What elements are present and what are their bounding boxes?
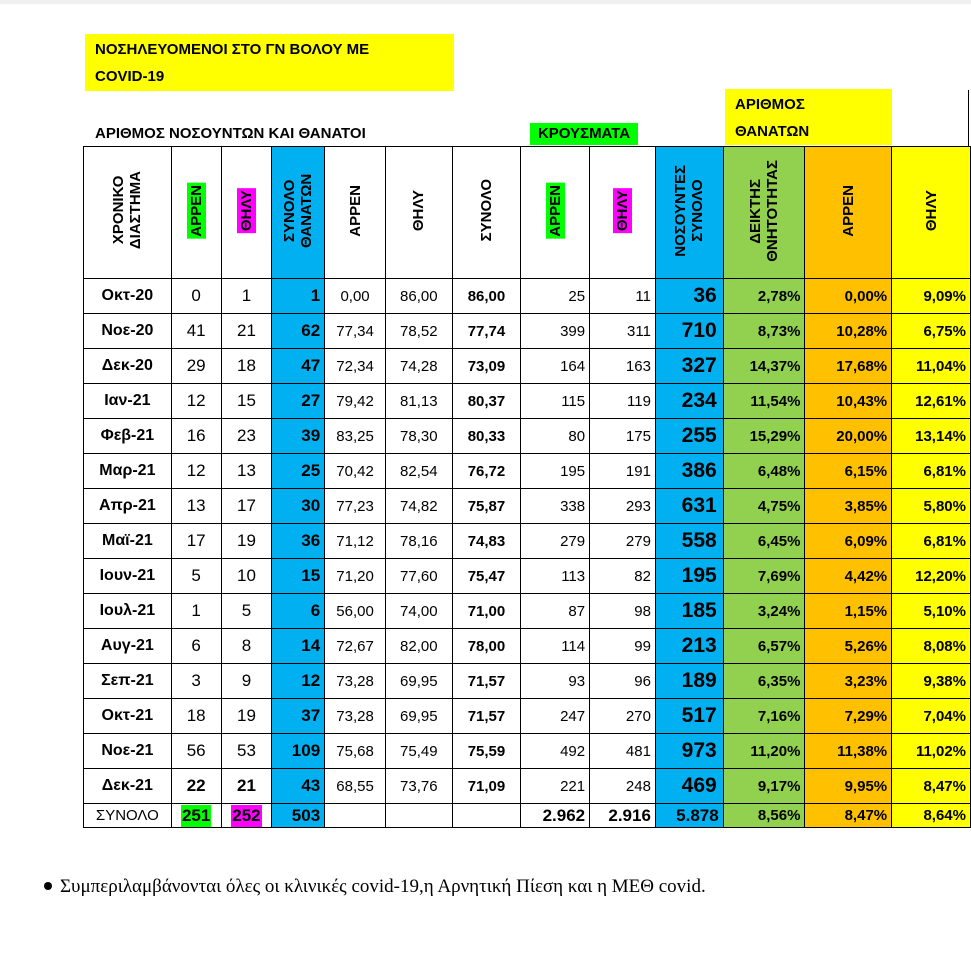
cell-female: 19 (221, 524, 272, 559)
cell-age-female: 74,00 (385, 594, 452, 629)
cell-mortality: 3,24% (723, 594, 805, 629)
total-row (84, 804, 971, 828)
cell-male: 3 (171, 664, 221, 699)
cell-mortality-male: 1,15% (805, 594, 892, 629)
cell-cases-male: 492 (521, 734, 590, 769)
deaths-header-line-2: ΘΑΝΑΤΩΝ (735, 123, 810, 140)
cell-age-female: 69,95 (385, 664, 452, 699)
cell-age-female: 74,28 (385, 349, 452, 384)
cell-deaths-total: 25 (272, 454, 325, 489)
total-label: ΣΥΝΟΛΟ (84, 804, 172, 828)
cell-age-total: 75,59 (452, 734, 521, 769)
cell-female: 18 (221, 349, 272, 384)
cell-age-male: 77,34 (325, 314, 386, 349)
cell-mortality-male: 5,26% (805, 629, 892, 664)
cell-mortality-male: 6,09% (805, 524, 892, 559)
cell-age-female: 74,82 (385, 489, 452, 524)
cell-age-female: 78,16 (385, 524, 452, 559)
cell-male: 29 (171, 349, 221, 384)
table-row (84, 489, 971, 524)
cell-mortality-female: 6,75% (892, 314, 971, 349)
total-deaths: 503 (272, 804, 325, 828)
cell-cases-female: 481 (590, 734, 656, 769)
cell-period: Μαϊ-21 (84, 524, 172, 559)
cell-cases-female: 270 (590, 699, 656, 734)
cell-age-male: 71,20 (325, 559, 386, 594)
cell-cases-female: 191 (590, 454, 656, 489)
cell-mortality: 6,35% (723, 664, 805, 699)
header-male: ΑΡΡΕΝ (171, 147, 221, 279)
cell-age-total: 76,72 (452, 454, 521, 489)
cell-mortality-male: 10,43% (805, 384, 892, 419)
cell-age-female: 78,52 (385, 314, 452, 349)
cell-age-male: 70,42 (325, 454, 386, 489)
table-row (84, 419, 971, 454)
cell-mortality-female: 13,14% (892, 419, 971, 454)
footnote-text: Συμπεριλαμβάνονται όλες οι κλινικές covid-19,η Αρνητική Πίεση και η ΜΕΘ covid. (60, 876, 706, 897)
cell-deaths-total: 109 (272, 734, 325, 769)
table-row (84, 384, 971, 419)
cell-mortality-female: 12,20% (892, 559, 971, 594)
cell-age-total: 78,00 (452, 629, 521, 664)
cell-cases-male: 164 (521, 349, 590, 384)
cell-patients-total: 386 (655, 454, 723, 489)
table-row (84, 314, 971, 349)
cell-period: Οκτ-21 (84, 699, 172, 734)
cell-mortality: 11,54% (723, 384, 805, 419)
cell-deaths-total: 39 (272, 419, 325, 454)
cell-female: 19 (221, 699, 272, 734)
cell-cases-male: 247 (521, 699, 590, 734)
cell-male: 17 (171, 524, 221, 559)
header-period: ΧΡΟΝΙΚΟ ΔΙΑΣΤΗΜΑ (84, 147, 172, 279)
total-age-male (325, 804, 386, 828)
cell-mortality-male: 0,00% (805, 279, 892, 314)
cell-period: Απρ-21 (84, 489, 172, 524)
cell-mortality: 7,69% (723, 559, 805, 594)
patients-section-header: ΑΡΙΘΜΟΣ ΝΟΣΟΥΝΤΩΝ ΚΑΙ ΘΑΝΑΤΟΙ (95, 125, 366, 142)
cell-male: 41 (171, 314, 221, 349)
cell-cases-male: 338 (521, 489, 590, 524)
cell-age-female: 82,00 (385, 629, 452, 664)
cell-cases-male: 93 (521, 664, 590, 699)
cell-deaths-total: 27 (272, 384, 325, 419)
cell-male: 12 (171, 454, 221, 489)
cell-deaths-total: 14 (272, 629, 325, 664)
cell-age-total: 75,87 (452, 489, 521, 524)
cell-age-male: 73,28 (325, 664, 386, 699)
cell-mortality-male: 17,68% (805, 349, 892, 384)
bullet-icon (44, 882, 52, 890)
deaths-section-header (725, 89, 892, 145)
cell-male: 12 (171, 384, 221, 419)
cell-male: 56 (171, 734, 221, 769)
cell-female: 15 (221, 384, 272, 419)
cell-age-total: 73,09 (452, 349, 521, 384)
cell-age-total: 80,33 (452, 419, 521, 454)
footnote (44, 876, 706, 898)
cell-mortality: 6,48% (723, 454, 805, 489)
cell-mortality-female: 12,61% (892, 384, 971, 419)
cell-age-female: 82,54 (385, 454, 452, 489)
cell-patients-total: 327 (655, 349, 723, 384)
cell-female: 1 (221, 279, 272, 314)
cell-mortality-female: 6,81% (892, 524, 971, 559)
cell-mortality-male: 4,42% (805, 559, 892, 594)
cell-cases-male: 80 (521, 419, 590, 454)
cell-mortality-male: 20,00% (805, 419, 892, 454)
cell-male: 1 (171, 594, 221, 629)
report-title (85, 34, 454, 91)
cell-age-total: 71,00 (452, 594, 521, 629)
cell-mortality-female: 9,38% (892, 664, 971, 699)
cell-cases-female: 82 (590, 559, 656, 594)
cell-cases-female: 175 (590, 419, 656, 454)
cell-age-male: 72,34 (325, 349, 386, 384)
cell-cases-female: 248 (590, 769, 656, 804)
cell-cases-male: 113 (521, 559, 590, 594)
cell-age-male: 73,28 (325, 699, 386, 734)
cell-mortality: 2,78% (723, 279, 805, 314)
cell-female: 21 (221, 769, 272, 804)
cell-age-total: 71,57 (452, 664, 521, 699)
header-age-total: ΣΥΝΟΛΟ (452, 147, 521, 279)
cell-age-male: 56,00 (325, 594, 386, 629)
cell-patients-total: 234 (655, 384, 723, 419)
total-mortality: 8,56% (723, 804, 805, 828)
header-female: ΘΗΛΥ (221, 147, 272, 279)
cell-male: 18 (171, 699, 221, 734)
cell-age-male: 77,23 (325, 489, 386, 524)
cell-period: Φεβ-21 (84, 419, 172, 454)
table-row (84, 594, 971, 629)
header-cases-female: ΘΗΛΥ (590, 147, 656, 279)
cell-age-female: 75,49 (385, 734, 452, 769)
cell-patients-total: 36 (655, 279, 723, 314)
cell-age-female: 81,13 (385, 384, 452, 419)
cell-mortality: 6,45% (723, 524, 805, 559)
cell-period: Δεκ-21 (84, 769, 172, 804)
cell-mortality-male: 7,29% (805, 699, 892, 734)
cell-mortality-female: 7,04% (892, 699, 971, 734)
cell-patients-total: 189 (655, 664, 723, 699)
cell-age-total: 71,09 (452, 769, 521, 804)
table-row (84, 664, 971, 699)
cell-mortality-female: 5,80% (892, 489, 971, 524)
cell-mortality-male: 9,95% (805, 769, 892, 804)
cell-age-total: 80,37 (452, 384, 521, 419)
cell-age-male: 0,00 (325, 279, 386, 314)
header-cases-male: ΑΡΡΕΝ (521, 147, 590, 279)
cell-period: Μαρ-21 (84, 454, 172, 489)
cell-mortality-female: 11,02% (892, 734, 971, 769)
cell-patients-total: 213 (655, 629, 723, 664)
cell-deaths-total: 30 (272, 489, 325, 524)
cell-cases-female: 279 (590, 524, 656, 559)
cell-age-total: 77,74 (452, 314, 521, 349)
cell-cases-female: 98 (590, 594, 656, 629)
table-row (84, 699, 971, 734)
cell-female: 8 (221, 629, 272, 664)
cell-deaths-total: 6 (272, 594, 325, 629)
cell-age-female: 73,76 (385, 769, 452, 804)
cell-period: Νοε-21 (84, 734, 172, 769)
cell-female: 10 (221, 559, 272, 594)
cell-female: 5 (221, 594, 272, 629)
cell-cases-male: 25 (521, 279, 590, 314)
cases-section-header: ΚΡΟΥΣΜΑΤΑ (530, 123, 638, 145)
table-row (84, 629, 971, 664)
cell-period: Ιαν-21 (84, 384, 172, 419)
cell-male: 5 (171, 559, 221, 594)
covid-data-table (83, 146, 971, 828)
title-line-1: ΝΟΣΗΛΕΥΟΜΕΝΟΙ ΣΤΟ ΓΝ ΒΟΛΟΥ ΜΕ (95, 41, 370, 58)
table-row (84, 279, 971, 314)
cell-mortality: 8,73% (723, 314, 805, 349)
total-mortality-male: 8,47% (805, 804, 892, 828)
header-deaths-total: ΣΥΝΟΛΟ ΘΑΝΑΤΩΝ (272, 147, 325, 279)
top-border (0, 0, 971, 4)
cell-cases-female: 311 (590, 314, 656, 349)
cell-male: 22 (171, 769, 221, 804)
cell-mortality-female: 6,81% (892, 454, 971, 489)
total-female: 252 (221, 804, 272, 828)
cell-cases-female: 99 (590, 629, 656, 664)
cell-female: 13 (221, 454, 272, 489)
cell-mortality-male: 11,38% (805, 734, 892, 769)
cell-period: Νοε-20 (84, 314, 172, 349)
cell-cases-female: 96 (590, 664, 656, 699)
header-age-female: ΘΗΛΥ (385, 147, 452, 279)
cell-mortality: 7,16% (723, 699, 805, 734)
cell-mortality-male: 6,15% (805, 454, 892, 489)
cell-male: 0 (171, 279, 221, 314)
border-fragment (968, 90, 969, 146)
header-mortality: ΔΕΙΚΤΗΣ ΘΝΗΤΟΤΗΤΑΣ (723, 147, 805, 279)
cell-cases-male: 399 (521, 314, 590, 349)
cell-period: Αυγ-21 (84, 629, 172, 664)
cell-cases-female: 11 (590, 279, 656, 314)
cell-period: Οκτ-20 (84, 279, 172, 314)
cell-patients-total: 195 (655, 559, 723, 594)
total-mortality-female: 8,64% (892, 804, 971, 828)
header-age-male: ΑΡΡΕΝ (325, 147, 386, 279)
cell-age-male: 75,68 (325, 734, 386, 769)
cell-cases-female: 119 (590, 384, 656, 419)
cell-cases-male: 87 (521, 594, 590, 629)
table-row (84, 559, 971, 594)
cell-patients-total: 973 (655, 734, 723, 769)
title-line-2: COVID-19 (95, 68, 165, 85)
cell-mortality: 9,17% (723, 769, 805, 804)
table-row (84, 454, 971, 489)
cell-cases-male: 221 (521, 769, 590, 804)
cell-age-male: 68,55 (325, 769, 386, 804)
cell-female: 53 (221, 734, 272, 769)
cell-mortality-female: 8,47% (892, 769, 971, 804)
cell-age-total: 71,57 (452, 699, 521, 734)
cell-patients-total: 558 (655, 524, 723, 559)
table-row (84, 769, 971, 804)
cell-male: 6 (171, 629, 221, 664)
cell-female: 17 (221, 489, 272, 524)
cell-patients-total: 631 (655, 489, 723, 524)
cell-mortality-female: 8,08% (892, 629, 971, 664)
cell-mortality-male: 10,28% (805, 314, 892, 349)
cell-age-female: 86,00 (385, 279, 452, 314)
cell-patients-total: 469 (655, 769, 723, 804)
cell-mortality-female: 9,09% (892, 279, 971, 314)
total-patients: 5.878 (655, 804, 723, 828)
deaths-header-line-1: ΑΡΙΘΜΟΣ (735, 96, 805, 113)
cell-mortality: 6,57% (723, 629, 805, 664)
cell-age-total: 86,00 (452, 279, 521, 314)
cell-period: Ιουν-21 (84, 559, 172, 594)
cell-mortality: 15,29% (723, 419, 805, 454)
cell-patients-total: 517 (655, 699, 723, 734)
cell-deaths-total: 12 (272, 664, 325, 699)
cell-mortality-male: 3,85% (805, 489, 892, 524)
table-row (84, 349, 971, 384)
cell-period: Δεκ-20 (84, 349, 172, 384)
cell-mortality-male: 3,23% (805, 664, 892, 699)
cell-mortality-female: 11,04% (892, 349, 971, 384)
table-row (84, 524, 971, 559)
cell-patients-total: 255 (655, 419, 723, 454)
cell-female: 23 (221, 419, 272, 454)
cell-female: 21 (221, 314, 272, 349)
header-patients-total: ΝΟΣΟΥΝΤΕΣ ΣΥΝΟΛΟ (655, 147, 723, 279)
cell-mortality-female: 5,10% (892, 594, 971, 629)
cell-male: 13 (171, 489, 221, 524)
cell-mortality: 4,75% (723, 489, 805, 524)
cell-age-male: 71,12 (325, 524, 386, 559)
cell-deaths-total: 43 (272, 769, 325, 804)
cell-age-male: 79,42 (325, 384, 386, 419)
cell-deaths-total: 47 (272, 349, 325, 384)
total-cases-male: 2.962 (521, 804, 590, 828)
cell-deaths-total: 37 (272, 699, 325, 734)
cell-age-total: 75,47 (452, 559, 521, 594)
header-mortality-male: ΑΡΡΕΝ (805, 147, 892, 279)
cell-patients-total: 185 (655, 594, 723, 629)
cell-cases-male: 195 (521, 454, 590, 489)
total-age-female (385, 804, 452, 828)
total-cases-female: 2.916 (590, 804, 656, 828)
cell-age-female: 78,30 (385, 419, 452, 454)
cell-deaths-total: 15 (272, 559, 325, 594)
cell-age-male: 72,67 (325, 629, 386, 664)
cell-deaths-total: 62 (272, 314, 325, 349)
cell-cases-female: 293 (590, 489, 656, 524)
cell-female: 9 (221, 664, 272, 699)
cell-deaths-total: 36 (272, 524, 325, 559)
cell-age-male: 83,25 (325, 419, 386, 454)
cell-cases-male: 279 (521, 524, 590, 559)
cell-mortality: 11,20% (723, 734, 805, 769)
cell-cases-male: 115 (521, 384, 590, 419)
total-age-total (452, 804, 521, 828)
cell-age-female: 77,60 (385, 559, 452, 594)
total-male: 251 (171, 804, 221, 828)
table-row (84, 734, 971, 769)
cell-age-total: 74,83 (452, 524, 521, 559)
cell-deaths-total: 1 (272, 279, 325, 314)
cell-male: 16 (171, 419, 221, 454)
cell-cases-male: 114 (521, 629, 590, 664)
cell-period: Ιουλ-21 (84, 594, 172, 629)
header-mortality-female: ΘΗΛΥ (892, 147, 971, 279)
cell-patients-total: 710 (655, 314, 723, 349)
cell-mortality: 14,37% (723, 349, 805, 384)
cell-period: Σεπ-21 (84, 664, 172, 699)
header-row (84, 147, 971, 279)
cell-cases-female: 163 (590, 349, 656, 384)
cell-age-female: 69,95 (385, 699, 452, 734)
